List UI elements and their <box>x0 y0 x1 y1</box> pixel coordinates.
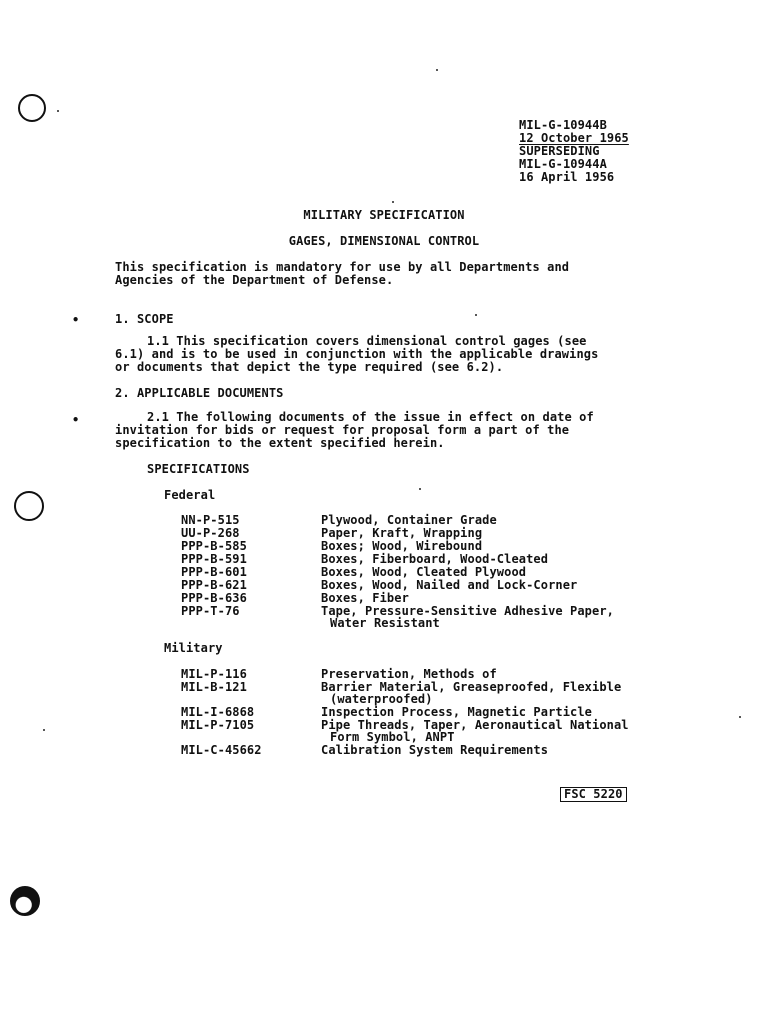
spec-code: PPP-B-591 <box>181 552 247 566</box>
document-subject-title: GAGES, DIMENSIONAL CONTROL <box>288 234 480 248</box>
spec-title: Plywood, Container Grade <box>321 513 497 527</box>
specifications-heading: SPECIFICATIONS <box>147 462 250 476</box>
scan-speck <box>57 110 59 112</box>
margin-bullet: • <box>72 413 80 427</box>
spec-title: Boxes, Fiberboard, Wood-Cleated <box>321 552 549 566</box>
spec-row <box>0 744 768 757</box>
spec-title: Boxes, Wood, Cleated Plywood <box>321 565 527 579</box>
spec-title: Boxes; Wood, Wirebound <box>321 539 483 553</box>
spec-code: PPP-B-636 <box>181 591 247 605</box>
section-2-para-line-2: invitation for bids or request for proposal form a part of the <box>115 423 570 437</box>
mandatory-line-2: Agencies of the Department of Defense. <box>115 273 394 287</box>
mandatory-line-1: This specification is mandatory for use by all Departments and <box>115 260 570 274</box>
document-type-title: MILITARY SPECIFICATION <box>303 208 465 222</box>
superseded-date: 16 April 1956 <box>519 170 615 184</box>
scan-speck <box>419 488 421 490</box>
spec-title: Tape, Pressure-Sensitive Adhesive Paper, <box>321 604 614 618</box>
section-2-para-line-1: 2.1 The following documents of the issue in effect on date of <box>147 410 594 424</box>
military-heading: Military <box>164 641 223 655</box>
superseding-label: SUPERSEDING <box>519 144 600 158</box>
spec-code: UU-P-268 <box>181 526 240 540</box>
spec-code: PPP-B-585 <box>181 539 247 553</box>
spec-code: MIL-I-6868 <box>181 705 255 719</box>
superseded-number: MIL-G-10944A <box>519 157 607 171</box>
spec-code: PPP-B-621 <box>181 578 247 592</box>
spec-title: Inspection Process, Magnetic Particle <box>321 705 593 719</box>
spec-title: Pipe Threads, Taper, Aeronautical National <box>321 718 629 732</box>
fsc-code-box: FSC 5220 <box>560 787 627 802</box>
spec-title: Paper, Kraft, Wrapping <box>321 526 483 540</box>
spec-title: Calibration System Requirements <box>321 743 549 757</box>
section-1-para-line-2: 6.1) and is to be used in conjunction with the applicable drawings <box>115 347 599 361</box>
spec-row-continuation <box>0 617 768 630</box>
spec-code: NN-P-515 <box>181 513 240 527</box>
section-1-para-line-1: 1.1 This specification covers dimensional control gages (see <box>147 334 587 348</box>
section-2-heading: 2. APPLICABLE DOCUMENTS <box>115 386 284 400</box>
scan-speck <box>475 314 477 316</box>
spec-title-continuation: Water Resistant <box>330 616 440 630</box>
spec-code: PPP-T-76 <box>181 604 240 618</box>
spec-date: 12 October 1965 <box>519 131 629 145</box>
spec-title: Barrier Material, Greaseproofed, Flexible <box>321 680 622 694</box>
section-2-para-line-3: specification to the extent specified herein. <box>115 436 445 450</box>
section-1-para-line-3: or documents that depict the type required (see 6.2). <box>115 360 504 374</box>
spec-code: MIL-C-45662 <box>181 743 262 757</box>
spec-title-continuation: (waterproofed) <box>330 692 433 706</box>
designation-block <box>519 119 629 184</box>
scan-speck <box>436 69 438 71</box>
spec-code: MIL-P-116 <box>181 667 247 681</box>
spec-number: MIL-G-10944B <box>519 118 607 132</box>
margin-bullet: • <box>72 313 80 327</box>
section-1-heading: 1. SCOPE <box>115 312 174 326</box>
spec-code: MIL-P-7105 <box>181 718 255 732</box>
spec-title-continuation: Form Symbol, ANPT <box>330 730 455 744</box>
spec-title: Preservation, Methods of <box>321 667 497 681</box>
spec-code: PPP-B-601 <box>181 565 247 579</box>
binder-hole-bottom <box>10 886 40 916</box>
spec-title: Boxes, Wood, Nailed and Lock-Corner <box>321 578 578 592</box>
spec-code: MIL-B-121 <box>181 680 247 694</box>
binder-hole-top <box>18 94 46 122</box>
federal-heading: Federal <box>164 488 216 502</box>
spec-title: Boxes, Fiber <box>321 591 409 605</box>
scan-speck <box>392 201 394 203</box>
